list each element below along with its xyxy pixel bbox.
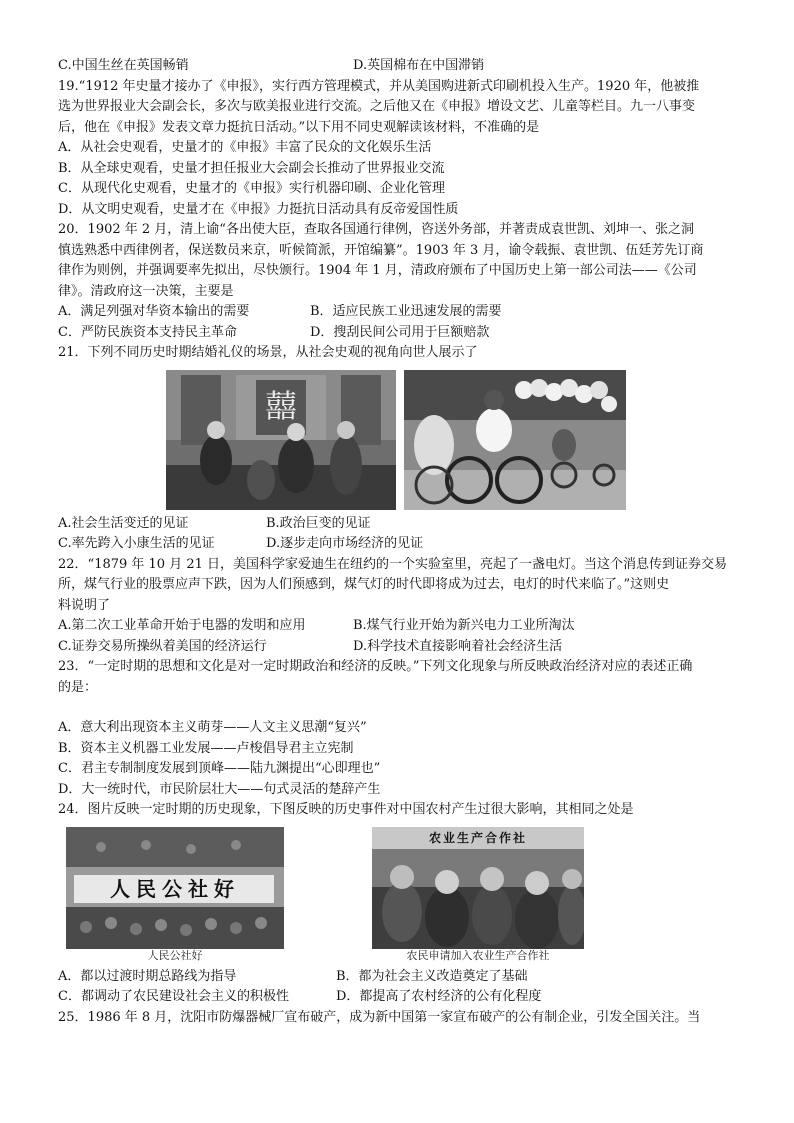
question-24 (58, 800, 738, 1008)
options-row (58, 987, 738, 1008)
option-d: D．大一统时代，市民阶层壮大——句式灵活的楚辞产生 (58, 781, 381, 797)
options-row (58, 616, 738, 637)
options-row (58, 534, 738, 555)
option-b: B.政治巨变的见证 (266, 515, 371, 531)
question-21 (58, 343, 738, 555)
option-b: B．适应民族工业迅速发展的需要 (310, 304, 502, 319)
question-stem: 19.“1912 年史量才接办了《申报》，实行西方管理模式，并从美国购进新式印刷机投入生产。1920 年，他被推 (58, 78, 700, 94)
question-23 (58, 657, 738, 800)
option-d: D．从文明史观看，史量才在《申报》力挺抗日活动具有反帝爱国性质 (58, 201, 459, 217)
question-stem: 23．“一定时期的思想和文化是对一定时期政治和经济的反映。”下列文化现象与所反映政治经济对应的表述正确 (58, 659, 693, 674)
question-stem: 律》。清政府这一决策，主要是 (58, 283, 234, 299)
question-stem: 料说明了 (58, 597, 111, 613)
option-c: C.率先跨入小康生活的见证 (58, 536, 215, 551)
option-d: D．搜刮民间公司用于巨额赔款 (310, 324, 490, 340)
option-c: C．严防民族资本支持民主革命 (58, 324, 237, 340)
figure-caption: 人民公社好 (147, 948, 203, 962)
people-commune-banner: 人民公社好 (110, 876, 240, 901)
option-b: B．从全球史观看，史量才担任报业大会副会长推动了世界报业交流 (58, 160, 445, 176)
bicycle-wedding-photo (404, 370, 626, 510)
question-stem: 慎选熟悉中西律例者，保送数员来京，听候简派，开馆编纂”。1903 年 3 月，谕令载振、袁世凯、伍廷芳先订商 (58, 242, 704, 258)
question-stem: 20．1902 年 2 月，清上谕“各出使大臣，查取各国通行律例，咨送外务部，并著责成袁世凯、刘坤一、张之洞 (58, 222, 694, 237)
option-c: C．都调动了农民建设社会主义的积极性 (58, 989, 289, 1004)
image-row (66, 827, 738, 963)
option-c: C．君主专制制度发展到顶峰——陆九渊提出“心即理也” (58, 761, 381, 776)
question-stem: 21．下列不同历史时期结婚礼仪的场景，从社会史观的视角向世人展示了 (58, 345, 478, 360)
question-19 (58, 77, 738, 221)
figure-people-commune (66, 827, 284, 963)
option-a: A．都以过渡时期总路线为指导 (58, 968, 237, 984)
option-a: A．满足列强对华资本输出的需要 (58, 304, 250, 319)
question-22 (58, 555, 738, 658)
option-a: A．意大利出现资本主义萌芽——人文主义思潮“复兴” (58, 720, 367, 735)
question-stem: 的是： (58, 679, 98, 695)
option-b: B．资本主义机器工业发展——卢梭倡导君主立宪制 (58, 740, 354, 756)
question-stem: 25．1986 年 8 月，沈阳市防爆器械厂宣布破产，成为新中国第一家宣布破产的公有制企业，引发全国关注。当 (58, 1009, 701, 1025)
double-happiness-sign: 囍 (264, 386, 297, 425)
option-c: C.中国生丝在英国畅销 (58, 58, 189, 73)
question-20 (58, 220, 738, 343)
options-row (58, 637, 738, 658)
options-row (58, 967, 738, 988)
option-a: A.第二次工业革命开始于电器的发明和应用 (58, 618, 306, 633)
question-stem: 所，煤气行业的股票应声下跌，因为人们预感到，煤气灯的时代即将成为过去，电灯的时代来临了。”这则史 (58, 577, 670, 592)
cooperative-photo (372, 827, 584, 949)
people-commune-photo (66, 827, 284, 949)
figure-cooperative (372, 827, 584, 963)
question-stem: 后，他在《申报》发表文章力挺抗日活动。”以下用不同史观解读该材料，不准确的是 (58, 119, 540, 135)
options-row (58, 323, 738, 344)
options-row (58, 514, 738, 535)
q18-options (58, 56, 738, 77)
figure-caption: 农民申请加入农业生产合作社 (406, 948, 550, 962)
option-c: C．从现代化史观看，史量才的《申报》实行机器印刷、企业化管理 (58, 181, 445, 196)
question-stem: 选为世界报业大会副会长，多次与欧美报业进行交流。之后他又在《申报》增设文艺、儿童等栏目。九一八事变 (58, 99, 696, 114)
options-row (58, 302, 738, 323)
option-d: D.逐步走向市场经济的见证 (266, 536, 424, 551)
option-d: D．都提高了农村经济的公有化程度 (336, 989, 542, 1004)
option-b: B.煤气行业开始为新兴电力工业所淘汰 (353, 618, 575, 633)
exam-page (58, 56, 738, 1028)
option-a: A.社会生活变迁的见证 (58, 515, 189, 531)
option-d: D.英国棉布在中国滞销 (353, 58, 485, 73)
option-c: C.证券交易所操纵着美国的经济运行 (58, 638, 267, 654)
option-a: A．从社会史观看，史量才的《申报》丰富了民众的文化娱乐生活 (58, 140, 432, 155)
option-b: B．都为社会主义改造奠定了基础 (336, 968, 528, 984)
question-25 (58, 1008, 738, 1029)
question-stem: 22．“1879 年 10 月 21 日，美国科学家爱迪生在纽约的一个实验室里，亮起了一盏电灯。当这个消息传到证券交易 (58, 556, 728, 572)
traditional-wedding-photo (166, 370, 396, 510)
image-row (166, 370, 738, 510)
option-d: D.科学技术直接影响着社会经济生活 (353, 638, 563, 654)
question-stem: 律作为则例，并强调要率先拟出，尽快颁行。1904 年 1 月，清政府颁布了中国历史上第一部公司法——《公司 (58, 263, 697, 278)
question-stem: 24．图片反映一定时期的历史现象，下图反映的历史事件对中国农村产生过很大影响，其相同之处是 (58, 802, 634, 817)
cooperative-banner: 农业生产合作社 (428, 830, 527, 845)
